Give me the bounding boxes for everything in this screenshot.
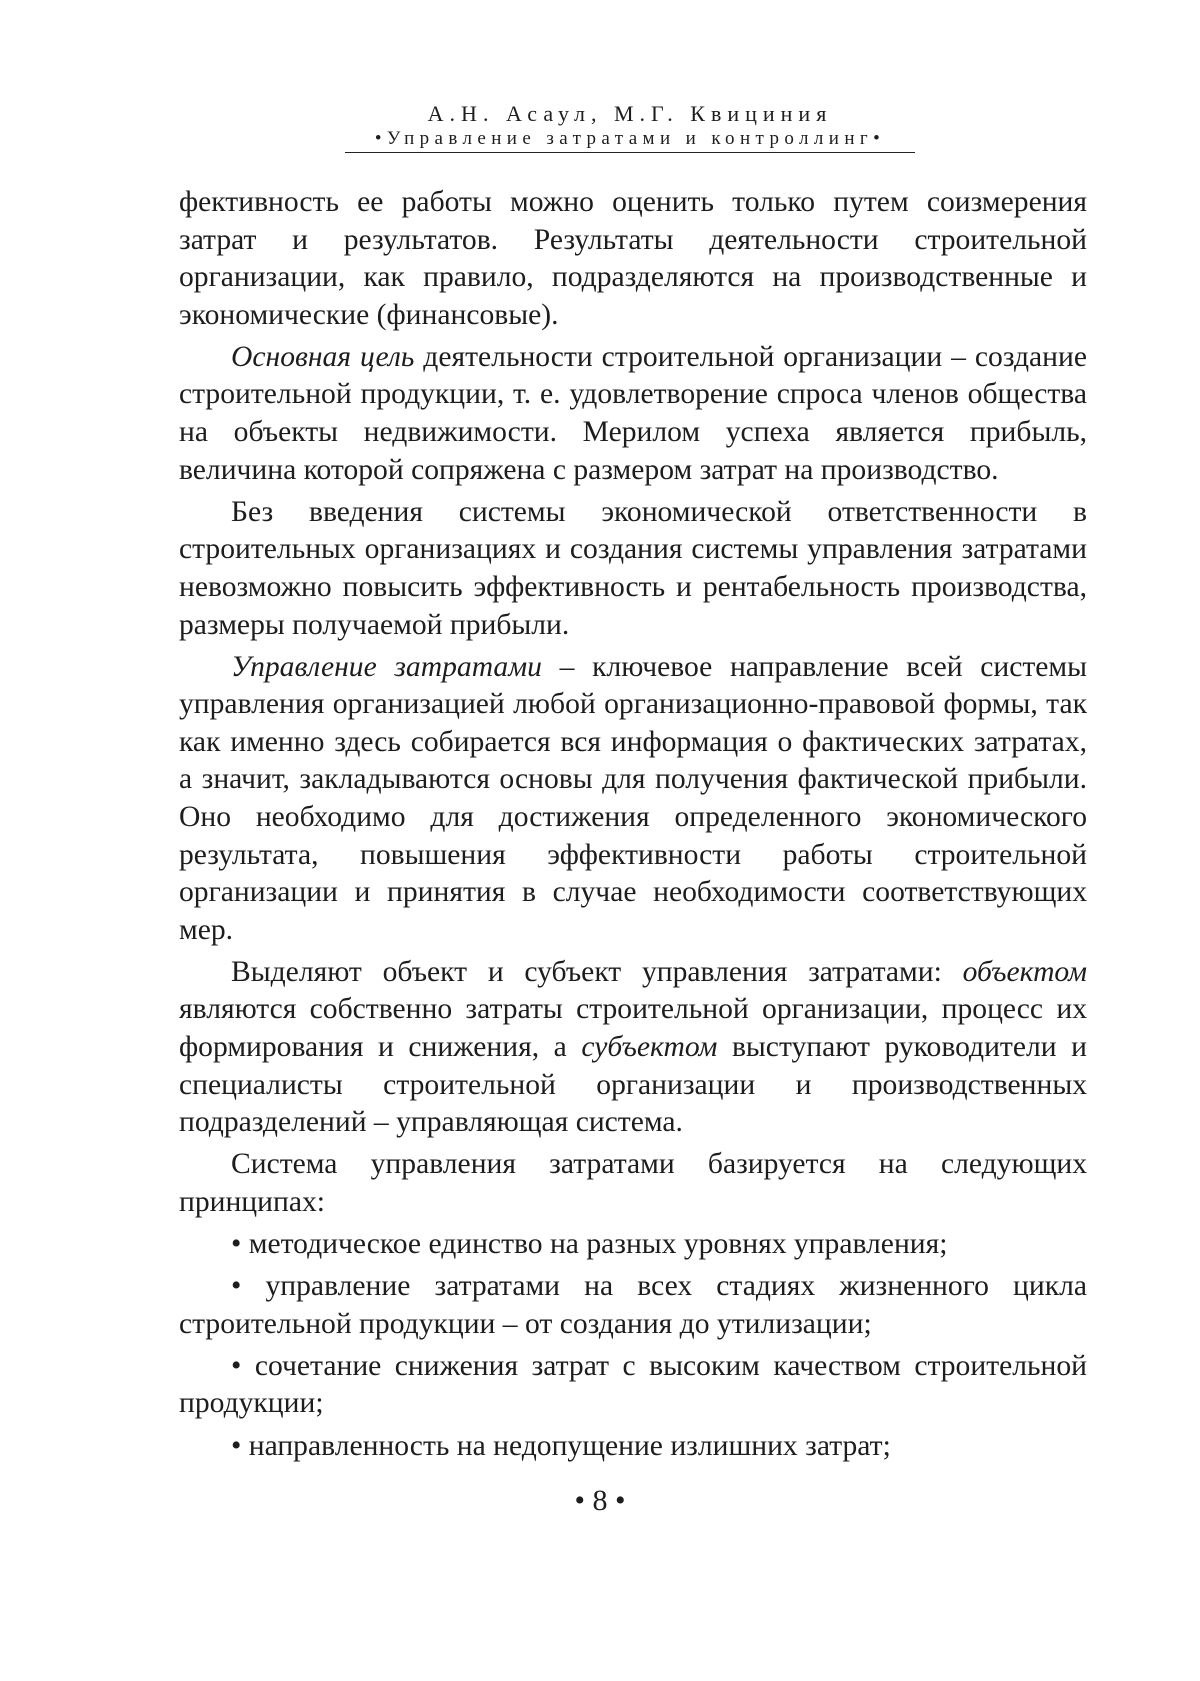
paragraph-main-goal-text: деятельности строительной организации – создание строительной продукции, т. е. удовлетворение спроса членов общества на объекты недвижимости. Мерилом успеха является прибыль, величина которой сопряжена с размером затрат на производство. [179,340,1087,486]
bullet-item: • методическое единство на разных уровнях управления; [231,1228,948,1261]
bullet-item: • направленность на недопущение излишних затрат; [231,1429,891,1462]
object-subject-part-3: выступают руководители и специалисты строительной организации и производственных подразделений – управляющая система. [179,1031,1087,1139]
paragraph-continuation: фективность ее работы можно оценить только путем соизмерения затрат и результатов. Результаты деятельности строительной организации, как правило, подразделяются на производственные и экономические (финансовые). [179,186,1087,331]
bullet-item: • сочетание снижения затрат с высоким качеством строительной продукции; [179,1349,1087,1420]
paragraph-main-goal [179,339,1087,489]
object-subject-part-1: Выделяют объект и субъект управления затратами: [231,955,963,988]
header-authors: А.Н. Асаул, М.Г. Квициния [427,101,833,126]
body-text [179,184,1087,1470]
bullet-item: • управление затратами на всех стадиях жизненного цикла строительной продукции – от создания до утилизации; [179,1270,1087,1340]
paragraph-object-subject [179,954,1087,1142]
object-subject-part-2: являются собственно затраты строительной организации, процесс их формирования и снижения, а [179,993,1087,1064]
term-cost-management: Управление затратами [231,650,542,683]
term-object: объектом [962,955,1087,988]
term-subject: субъектом [581,1031,718,1064]
paragraph-cost-management [179,649,1087,950]
paragraph-principles-intro: Система управления затратами базируется на следующих принципах: [179,1148,1087,1218]
header-book-title: •Управление затратами и контроллинг• [345,128,915,153]
running-header [345,100,915,153]
term-main-goal: Основная цель [231,340,415,373]
page-number: • 8 • [574,1484,626,1517]
paragraph-responsibility: Без введения системы экономической ответственности в строительных организациях и создания системы управления затратами невозможно повысить эффективность и рентабельность производства, размеры получаемой прибыли. [179,495,1087,641]
paragraph-cost-management-text: – ключевое направление всей системы управления организацией любой организационно-правовой формы, так как именно здесь собирается вся информация о фактических затратах, а значит, закладываются основы для получения фактической прибыли. Оно необходимо для достижения определенного экономического результата, повышения эффективности работы строительной организации и принятия в случае необходимости соответствующих мер. [179,650,1088,946]
